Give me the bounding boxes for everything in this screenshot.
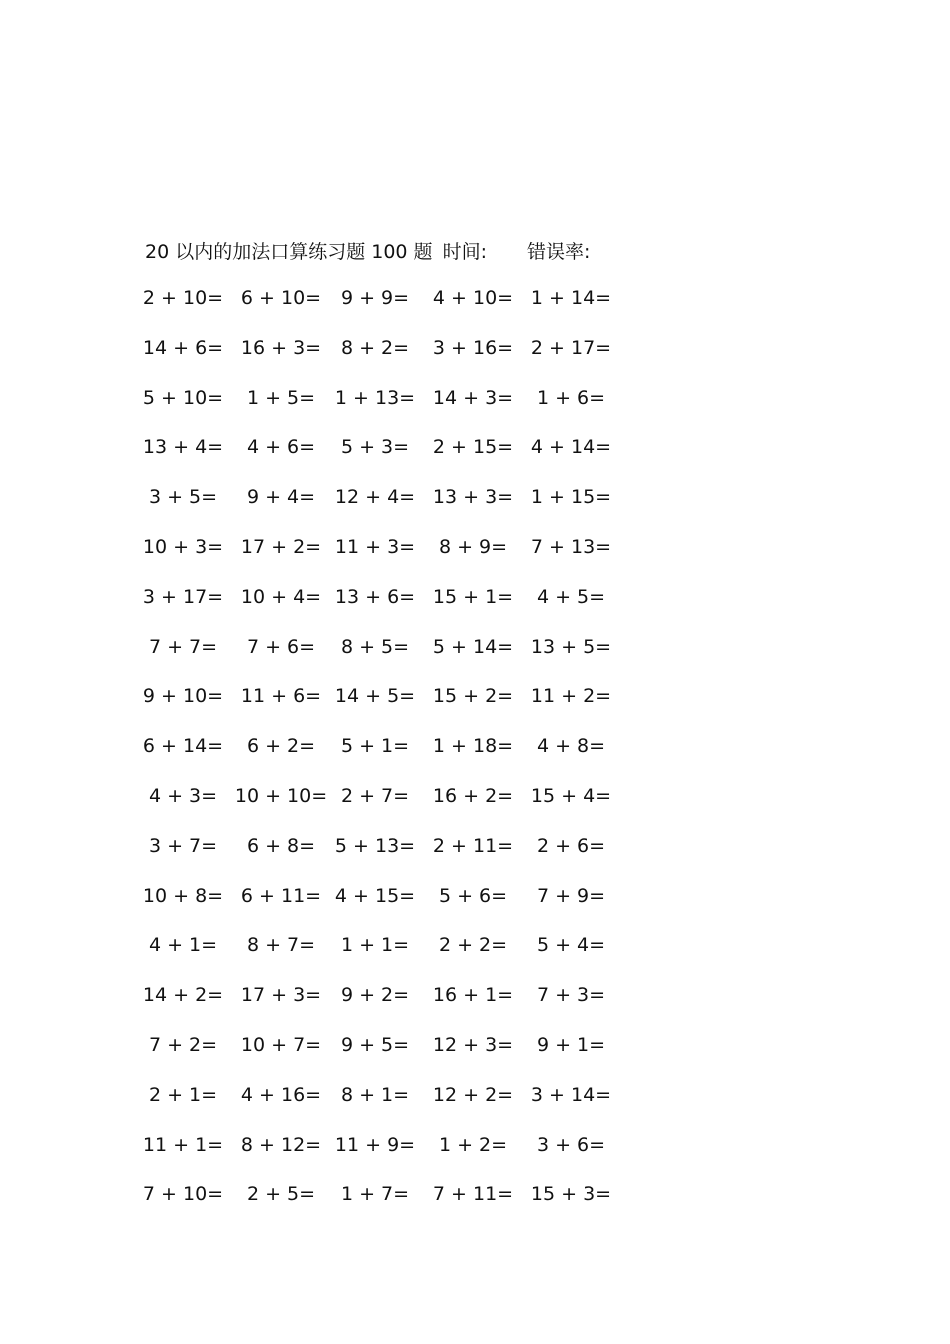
problem-item: 6 + 14= — [142, 735, 224, 758]
problem-row — [145, 930, 645, 980]
problem-item: 17 + 2= — [240, 535, 322, 558]
problem-row — [145, 1080, 645, 1130]
problem-item: 1 + 14= — [530, 287, 612, 309]
problem-item: 7 + 3= — [536, 984, 606, 1007]
problem-item: 2 + 10= — [142, 287, 224, 309]
problem-item: 5 + 14= — [432, 635, 514, 658]
problem-item: 7 + 9= — [536, 884, 606, 907]
problem-item: 3 + 17= — [142, 585, 224, 608]
problem-item: 9 + 10= — [142, 685, 224, 708]
worksheet-title: 20 以内的加法口算练习题 100 题 — [145, 240, 433, 263]
problem-item: 5 + 4= — [536, 934, 606, 957]
error-rate-label: 错误率: — [526, 240, 591, 263]
problem-item: 4 + 3= — [148, 784, 218, 807]
problem-item: 4 + 14= — [530, 436, 612, 459]
problem-item: 4 + 8= — [536, 735, 606, 758]
problem-row — [145, 781, 645, 831]
problem-item: 5 + 1= — [340, 735, 410, 758]
problem-item: 14 + 3= — [432, 386, 514, 409]
problem-row — [142, 980, 645, 1030]
problem-item: 6 + 2= — [246, 735, 316, 758]
problem-item: 11 + 6= — [240, 685, 322, 708]
problem-item: 2 + 7= — [340, 784, 410, 807]
problem-item: 3 + 16= — [432, 336, 514, 359]
problem-item: 5 + 10= — [142, 386, 224, 409]
problem-row — [142, 1179, 645, 1229]
problem-item: 6 + 8= — [246, 834, 316, 857]
problem-item: 3 + 5= — [148, 486, 218, 509]
problem-item: 1 + 5= — [246, 386, 316, 409]
problem-item: 4 + 10= — [432, 287, 514, 309]
problem-row — [142, 681, 645, 731]
problem-item: 13 + 6= — [334, 585, 416, 608]
problem-item: 8 + 2= — [340, 336, 410, 359]
problem-item: 13 + 3= — [432, 486, 514, 509]
problem-item: 8 + 9= — [438, 535, 508, 558]
problem-item: 7 + 7= — [148, 635, 218, 658]
problem-item: 8 + 12= — [240, 1133, 322, 1156]
problem-item: 17 + 3= — [240, 984, 322, 1007]
problem-item: 10 + 4= — [240, 585, 322, 608]
problem-item: 9 + 1= — [536, 1033, 606, 1056]
problem-item: 1 + 15= — [530, 486, 612, 509]
problem-item: 16 + 2= — [432, 784, 514, 807]
problem-item: 6 + 10= — [240, 287, 322, 309]
problem-item: 9 + 5= — [340, 1033, 410, 1056]
problem-item: 7 + 2= — [148, 1033, 218, 1056]
problem-row — [145, 482, 645, 532]
time-label: 时间: — [442, 240, 487, 263]
problem-item: 2 + 15= — [432, 436, 514, 459]
problem-item: 13 + 4= — [142, 436, 224, 459]
problem-item: 7 + 11= — [432, 1183, 514, 1206]
problem-item: 1 + 7= — [340, 1183, 410, 1206]
problem-item: 7 + 13= — [530, 535, 612, 558]
problem-item: 9 + 9= — [340, 287, 410, 309]
worksheet-header — [145, 236, 590, 264]
problem-item: 7 + 10= — [142, 1183, 224, 1206]
problem-item: 4 + 6= — [246, 436, 316, 459]
problem-row — [142, 881, 645, 931]
problem-row — [142, 532, 645, 582]
problem-item: 1 + 2= — [438, 1133, 508, 1156]
problem-item: 2 + 11= — [432, 834, 514, 857]
problem-item: 2 + 17= — [530, 336, 612, 359]
problem-item: 5 + 6= — [438, 884, 508, 907]
problem-item: 10 + 3= — [142, 535, 224, 558]
problem-item: 10 + 7= — [240, 1033, 322, 1056]
problem-row — [142, 283, 645, 333]
problem-item: 4 + 1= — [148, 934, 218, 957]
problem-item: 4 + 15= — [334, 884, 416, 907]
problem-item: 11 + 3= — [334, 535, 416, 558]
problem-item: 11 + 2= — [530, 685, 612, 708]
problem-item: 14 + 2= — [142, 984, 224, 1007]
problem-row — [142, 731, 645, 781]
problem-row — [142, 383, 645, 433]
problem-row — [142, 432, 645, 482]
problem-item: 5 + 13= — [334, 834, 416, 857]
problem-item: 4 + 16= — [240, 1083, 322, 1106]
problem-row — [142, 333, 645, 383]
problem-item: 16 + 1= — [432, 984, 514, 1007]
problem-item: 15 + 4= — [530, 784, 612, 807]
problem-item: 7 + 6= — [246, 635, 316, 658]
problem-item: 5 + 3= — [340, 436, 410, 459]
problem-item: 16 + 3= — [240, 336, 322, 359]
problem-item: 2 + 6= — [536, 834, 606, 857]
problem-item: 14 + 6= — [142, 336, 224, 359]
problem-item: 13 + 5= — [530, 635, 612, 658]
problem-row — [142, 582, 645, 632]
problem-item: 4 + 5= — [536, 585, 606, 608]
problem-item: 9 + 4= — [246, 486, 316, 509]
problem-item: 1 + 1= — [340, 934, 410, 957]
problem-item: 3 + 6= — [536, 1133, 606, 1156]
problem-item: 12 + 3= — [432, 1033, 514, 1056]
problem-item: 12 + 4= — [334, 486, 416, 509]
problem-item: 10 + 10= — [234, 784, 328, 807]
problem-item: 8 + 7= — [246, 934, 316, 957]
problem-item: 1 + 6= — [536, 386, 606, 409]
problem-item: 1 + 13= — [334, 386, 416, 409]
problem-item: 8 + 5= — [340, 635, 410, 658]
problem-item: 3 + 7= — [148, 834, 218, 857]
problem-item: 1 + 18= — [432, 735, 514, 758]
problem-row — [145, 632, 645, 682]
problem-item: 2 + 5= — [246, 1183, 316, 1206]
problem-grid — [142, 283, 645, 1229]
problem-item: 9 + 2= — [340, 984, 410, 1007]
problem-row — [145, 831, 645, 881]
problem-item: 15 + 2= — [432, 685, 514, 708]
problem-item: 12 + 2= — [432, 1083, 514, 1106]
problem-item: 15 + 3= — [530, 1183, 612, 1206]
problem-item: 3 + 14= — [530, 1083, 612, 1106]
problem-item: 10 + 8= — [142, 884, 224, 907]
problem-item: 6 + 11= — [240, 884, 322, 907]
problem-item: 2 + 1= — [148, 1083, 218, 1106]
problem-item: 8 + 1= — [340, 1083, 410, 1106]
problem-row — [142, 1130, 645, 1180]
problem-row — [145, 1030, 645, 1080]
problem-item: 11 + 1= — [142, 1133, 224, 1156]
problem-item: 14 + 5= — [334, 685, 416, 708]
problem-item: 15 + 1= — [432, 585, 514, 608]
problem-item: 2 + 2= — [438, 934, 508, 957]
problem-item: 11 + 9= — [334, 1133, 416, 1156]
